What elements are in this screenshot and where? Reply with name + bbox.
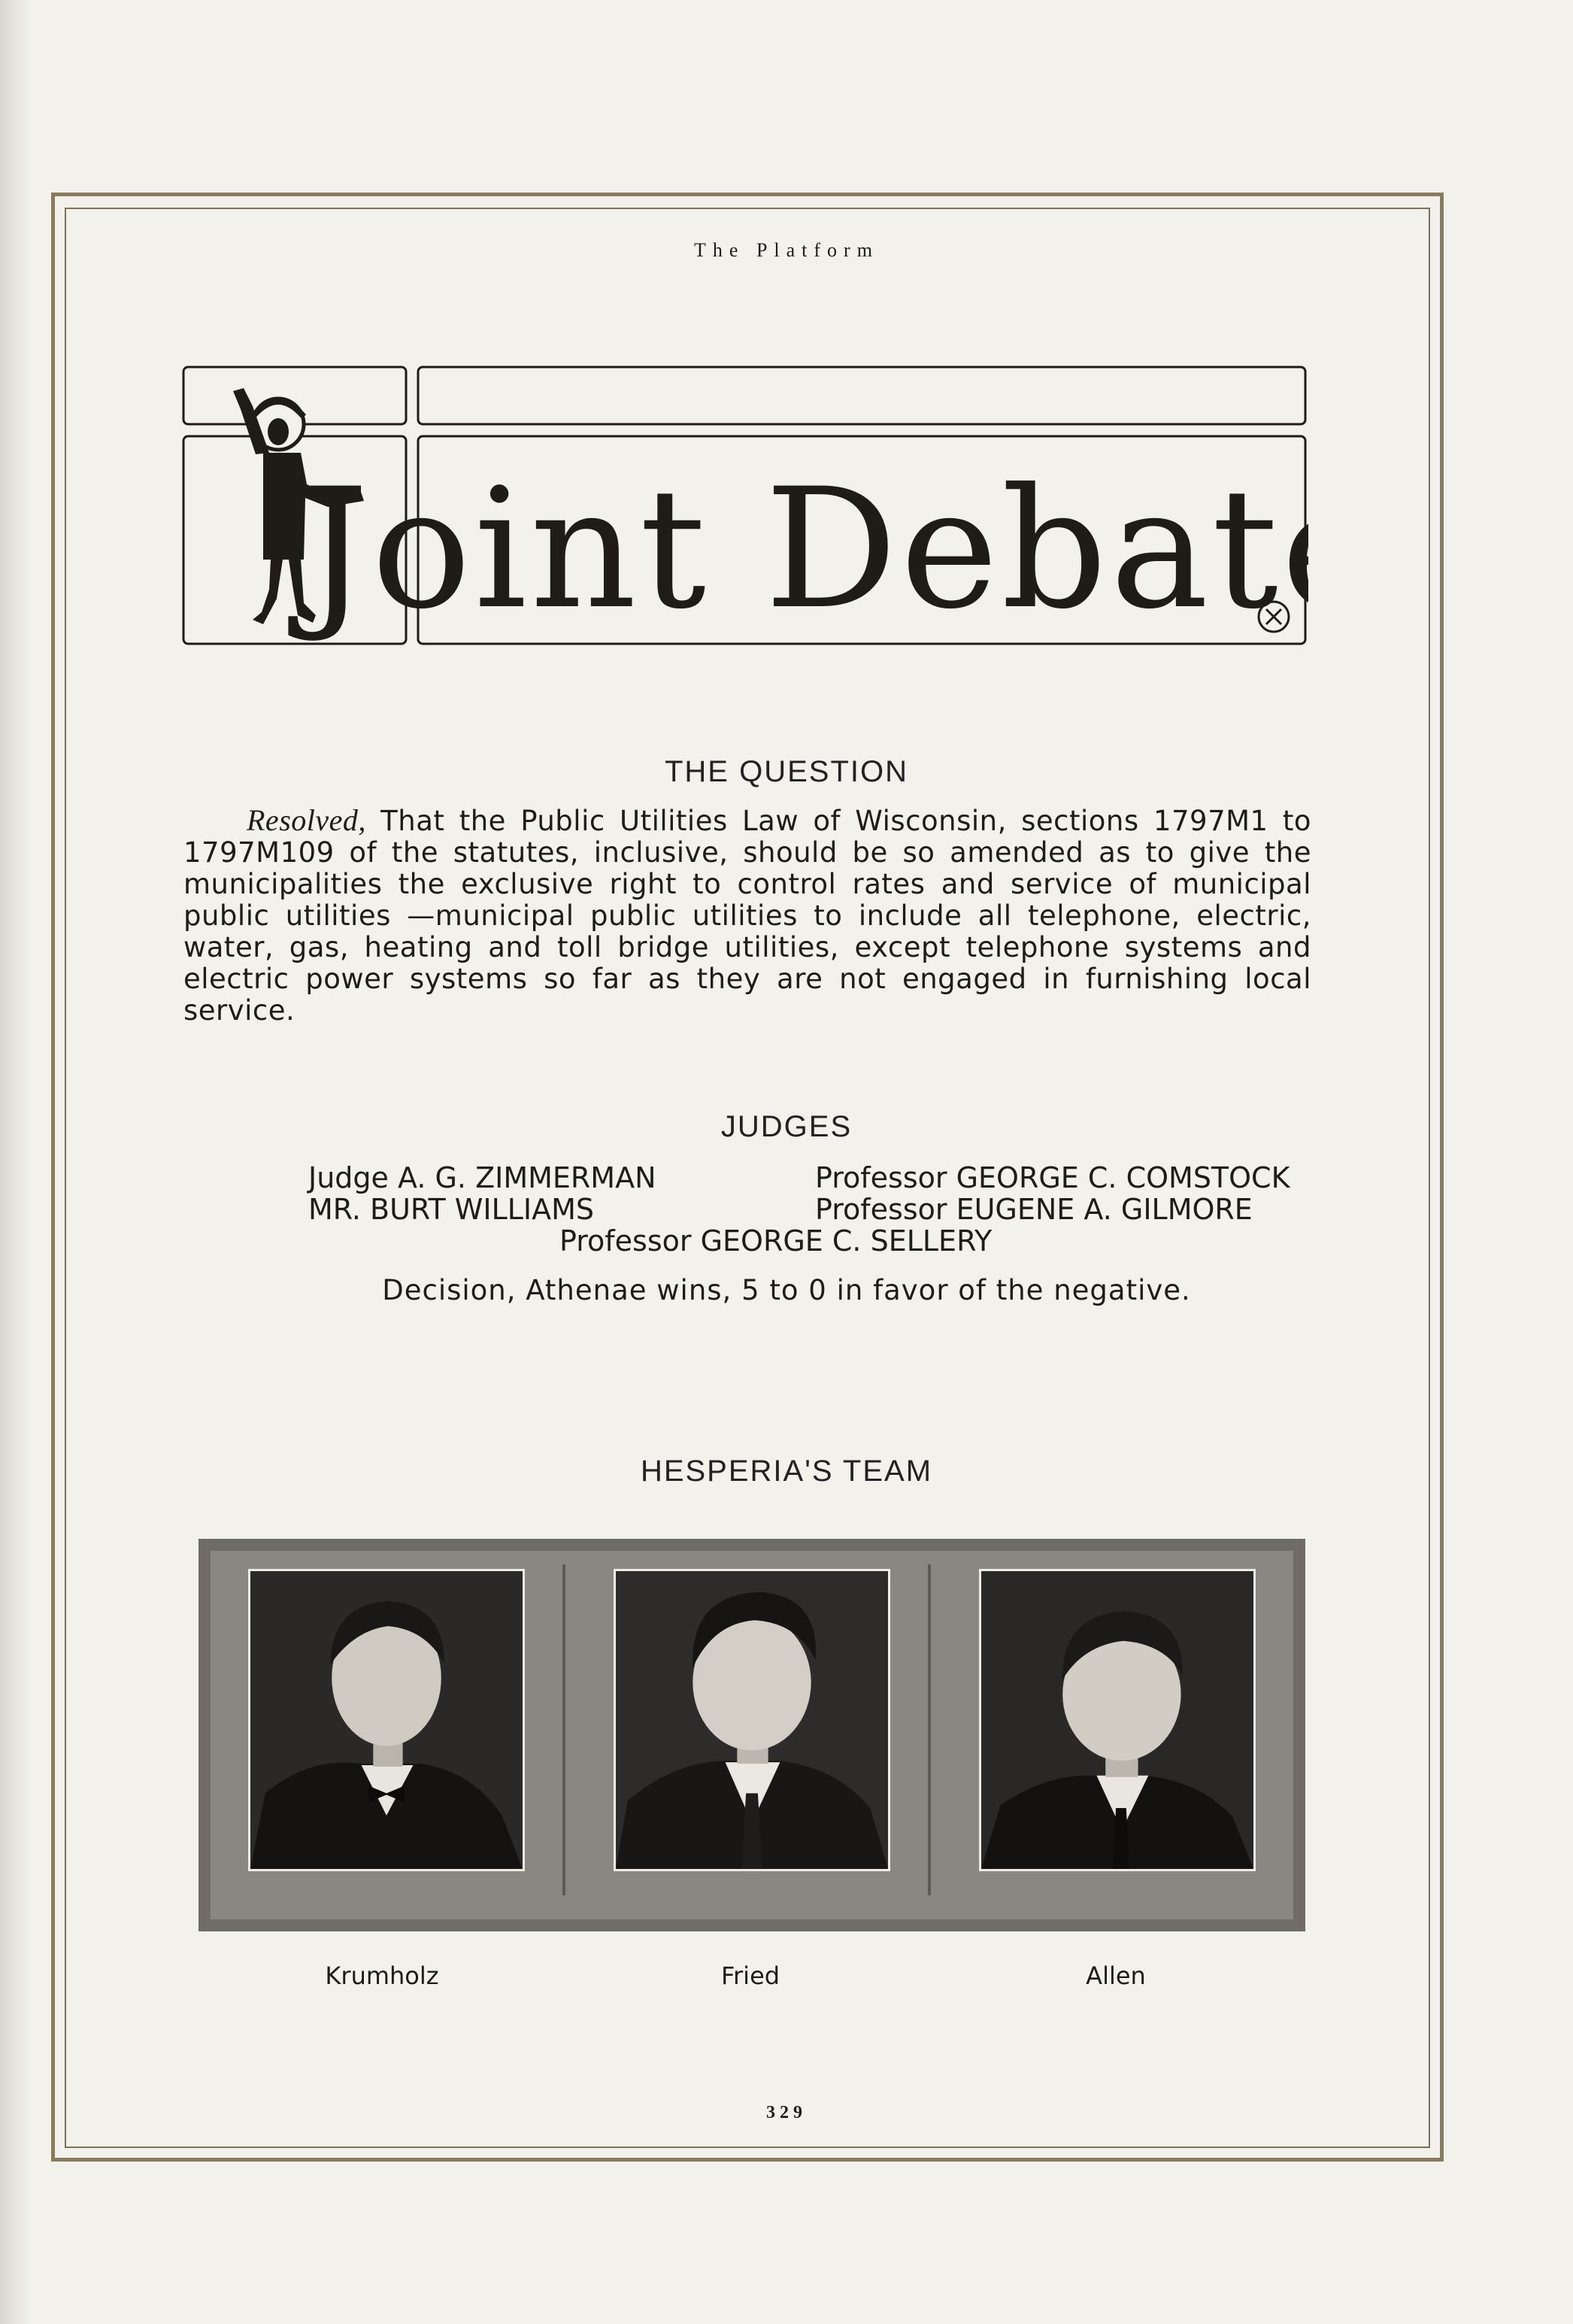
frame-divider: [562, 1564, 565, 1895]
judge-comstock: Professor GEORGE C. COMSTOCK: [815, 1161, 1290, 1194]
page-number: 329: [766, 2103, 807, 2122]
banner-title-text: Joint Debate: [302, 453, 1308, 645]
portrait-allen: [979, 1569, 1256, 1871]
question-heading: THE QUESTION: [664, 755, 909, 788]
team-photo-mount: [199, 1539, 1305, 1931]
portrait-fried: [614, 1569, 890, 1871]
caption-fried: Fried: [720, 1961, 780, 1990]
decision-text: Decision, Athenae wins, 5 to 0 in favor of the negative.: [382, 1274, 1191, 1306]
judge-gilmore: Professor EUGENE A. GILMORE: [815, 1193, 1253, 1226]
caption-krumholz: Krumholz: [325, 1961, 439, 1990]
judge-williams: MR. BURT WILLIAMS: [308, 1193, 595, 1226]
question-paragraph: [183, 805, 1311, 1027]
question-body: That the Public Utilities Law of Wisconsin, sections 1797M1 to 1797M109 of the statutes, inclusive, should be so amended as to give the municipalities the exclusive right to control rates and service of municipal public utilities —municipal public utilities to include all telephone, electric, water, gas, heating and toll bridge utilities, except telephone systems and electric power systems so far as they are not engaged in furnishing local service.: [183, 805, 1312, 1027]
judge-zimmerman: Judge A. G. ZIMMERMAN: [308, 1161, 656, 1194]
judge-sellery: Professor GEORGE C. SELLERY: [559, 1224, 993, 1258]
resolved-label: Resolved,: [247, 803, 366, 837]
team-heading: HESPERIA'S TEAM: [640, 1455, 933, 1488]
frame-divider: [928, 1564, 931, 1895]
portrait-krumholz: [248, 1569, 525, 1871]
page-binding-shadow: [0, 0, 30, 2324]
joint-debate-banner: [180, 364, 1308, 647]
running-head: The Platform: [694, 239, 879, 261]
judges-heading: JUDGES: [720, 1110, 853, 1143]
caption-allen: Allen: [1086, 1961, 1146, 1990]
